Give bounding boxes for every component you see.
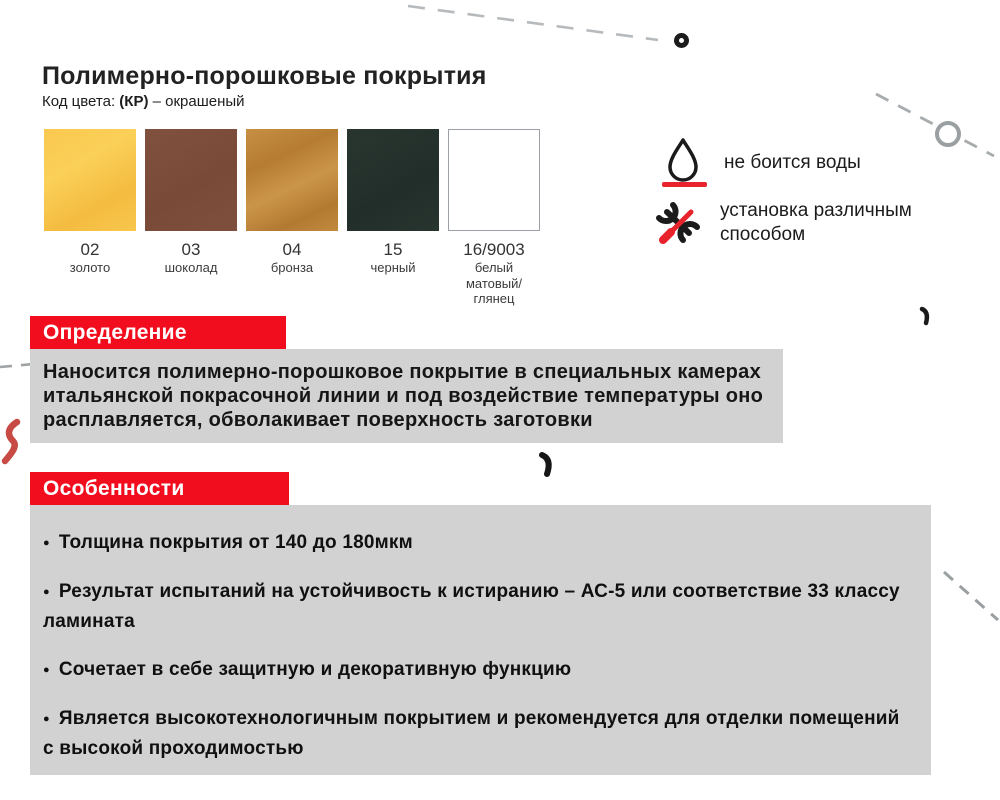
water-red-underline: [662, 182, 707, 187]
deco-comma-mid-icon: [538, 452, 558, 478]
benefit-installation-line2: способом: [720, 223, 806, 245]
swatch-code: 15: [383, 240, 403, 259]
swatch-bronze: [246, 129, 338, 307]
bullet-dot-icon: ●: [43, 586, 50, 598]
feature-bullet-text: Толщина покрытия от 140 до 180мкм: [58, 532, 413, 553]
swatch-name-line2: матовый/глянец: [465, 275, 523, 307]
deco-dashed-line-bottom-right: [938, 566, 1000, 626]
feature-bullet: [43, 528, 907, 558]
deco-dashed-line-right: [866, 86, 1000, 166]
benefit-installation-label: [720, 199, 912, 246]
swatch-name: [448, 260, 540, 307]
features-heading-banner: Особенности: [30, 472, 289, 505]
bullet-dot-icon: ●: [43, 537, 50, 549]
bullet-dot-icon: ●: [43, 664, 50, 676]
swatch-chocolate: [145, 129, 237, 307]
color-code-subtitle: [42, 93, 245, 110]
swatch-code: 04: [282, 240, 302, 259]
crossed-tools-icon: [653, 199, 703, 246]
definition-line: расплавляется, обволакивает поверхность заготовки: [43, 409, 593, 431]
swatch-name: бронза: [270, 260, 314, 275]
deco-red-squiggle: [0, 418, 28, 468]
swatch-chip-chocolate: [145, 129, 237, 231]
page-title: Полимерно-порошковые покрытия: [42, 62, 487, 90]
swatch-code: 16/9003: [463, 240, 525, 259]
swatch-name-line1: белый: [474, 260, 514, 275]
feature-bullet: [43, 577, 907, 636]
color-swatches: [44, 129, 540, 307]
definition-line: итальянской покрасочной линии и под воздействие температуры оно: [43, 385, 764, 407]
deco-comma-right-icon: [918, 306, 934, 328]
swatch-code: 02: [80, 240, 100, 259]
water-drop-icon: [665, 138, 701, 182]
bullet-dot-icon: ●: [43, 713, 50, 725]
feature-bullet-text: Сочетает в себе защитную и декоративную функцию: [58, 659, 572, 680]
swatch-chip-black: [347, 129, 439, 231]
definition-line: Наносится полимерно-порошковое покрытие в специальных камерах: [43, 361, 761, 383]
deco-ring-icon: [937, 123, 959, 145]
subtitle-code: (КР): [119, 93, 149, 110]
swatch-code: 03: [181, 240, 201, 259]
swatch-black: [347, 129, 439, 307]
benefit-installation-line1: установка различным: [720, 200, 912, 221]
deco-donut-icon: [674, 33, 689, 48]
swatch-name: золото: [69, 260, 111, 275]
subtitle-prefix: Код цвета:: [42, 93, 120, 110]
swatch-name: шоколад: [164, 260, 218, 275]
feature-bullet: [43, 655, 907, 685]
feature-bullet: [43, 704, 907, 763]
swatch-chip-gold: [44, 129, 136, 231]
feature-bullet-text: Результат испытаний на устойчивость к истиранию – АС-5 или соответствие 33 классу ламината: [43, 581, 900, 632]
swatch-gold: [44, 129, 136, 307]
definition-heading-banner: Определение: [30, 316, 286, 349]
swatch-name: черный: [370, 260, 416, 275]
swatch-white: [448, 129, 540, 307]
swatch-chip-white: [448, 129, 540, 231]
features-body: [30, 505, 931, 775]
swatch-chip-bronze: [246, 129, 338, 231]
deco-dashed-line-top: [400, 0, 670, 50]
subtitle-suffix: – окрашеный: [148, 93, 245, 110]
feature-bullet-text: Является высокотехнологичным покрытием и рекомендуется для отделки помещений с высокой проходимостью: [43, 708, 900, 759]
definition-body: [30, 349, 783, 443]
benefit-water-label: не боится воды: [724, 152, 861, 173]
